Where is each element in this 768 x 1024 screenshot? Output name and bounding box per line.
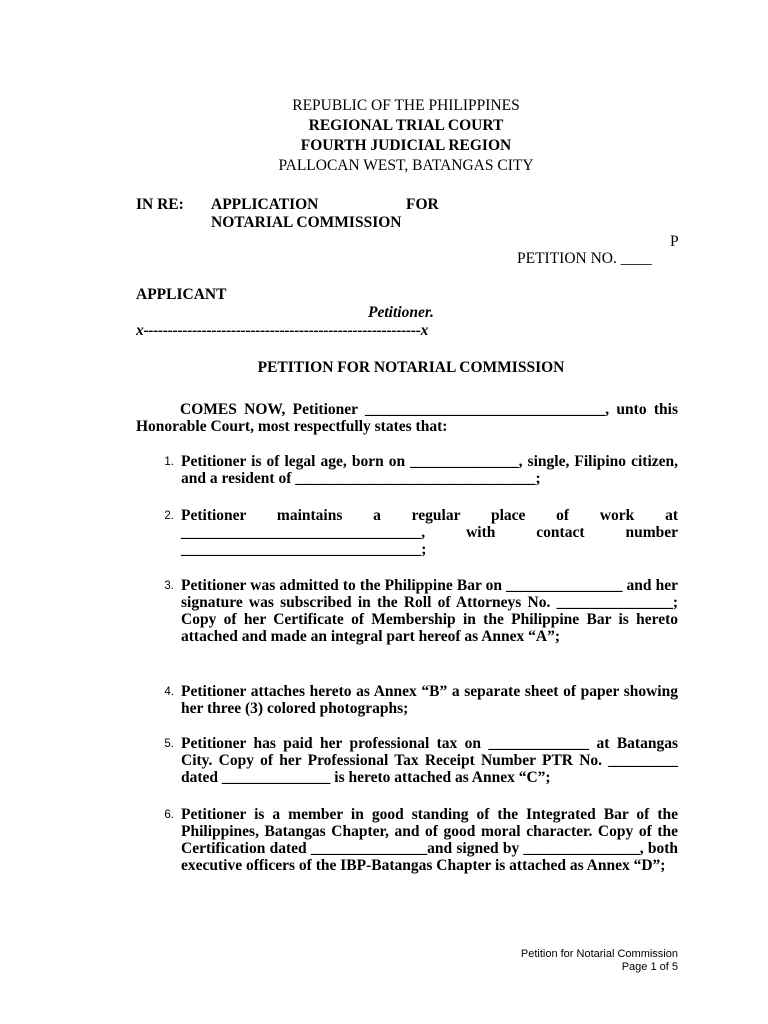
list-item-text: Petitioner is a member in good standing of the Integrated Bar of the Philippines, Batangas Chapter, and of good moral character. Copy of the Certification dated _______________and signed by _______________, both executive officers of the IBP-Batangas Chapter is attached as Annex “D”; <box>181 806 678 874</box>
applicant-label: APPLICANT <box>136 286 227 303</box>
intro-paragraph <box>136 401 678 435</box>
p-label: P <box>670 233 679 250</box>
in-re-label: IN RE: <box>136 196 184 213</box>
for-label: FOR <box>406 196 439 213</box>
petitioner-label: Petitioner. <box>368 304 434 321</box>
header-court: REGIONAL TRIAL COURT <box>308 117 504 134</box>
document-title: PETITION FOR NOTARIAL COMMISSION <box>257 359 565 376</box>
list-item-number: 3. <box>164 580 174 592</box>
header-republic: REPUBLIC OF THE PHILIPPINES <box>292 97 520 114</box>
caption-separator: x---------------------------------------------------------x <box>136 322 429 339</box>
list-item-text: Petitioner is of legal age, born on ______________, single, Filipino citizen, and a resident of _______________________________; <box>181 453 678 487</box>
list-item-text: Petitioner has paid her professional tax on _____________ at Batangas City. Copy of her Professional Tax Receipt Number PTR No. _________ dated ______________ is hereto attached as Annex “C”; <box>181 735 678 786</box>
header-location: PALLOCAN WEST, BATANGAS CITY <box>278 157 534 174</box>
list-item-text: Petitioner was admitted to the Philippine Bar on _______________ and her signature was subscribed in the Roll of Attorneys No. _______________; Copy of her Certificate of Membership in the Philippine Bar is hereto attached and made an integral part hereof as Annex “A”; <box>181 577 678 645</box>
footer-document-name: Petition for Notarial Commission <box>520 948 678 960</box>
list-item-text: Petitioner maintains a regular place of work at _______________________________, with contact number _______________________________; <box>181 507 678 558</box>
intro-text: COMES NOW, Petitioner _______________________________, unto this Honorable Court, most respectfully states that: <box>136 401 678 435</box>
list-item-number: 1. <box>164 456 174 468</box>
application-label: APPLICATION <box>211 196 319 213</box>
list-item-number: 5. <box>164 738 174 750</box>
petition-number: PETITION NO. ____ <box>517 250 652 267</box>
list-item-number: 6. <box>164 809 174 821</box>
notarial-commission-label: NOTARIAL COMMISSION <box>211 214 402 231</box>
list-item-number: 4. <box>164 686 174 698</box>
header-region: FOURTH JUDICIAL REGION <box>300 137 512 154</box>
footer-page-number: Page 1 of 5 <box>621 961 678 973</box>
list-item-number: 2. <box>164 510 174 522</box>
court-header <box>0 96 768 176</box>
list-item-text: Petitioner attaches hereto as Annex “B” a separate sheet of paper showing her three (3) colored photographs; <box>181 683 678 717</box>
